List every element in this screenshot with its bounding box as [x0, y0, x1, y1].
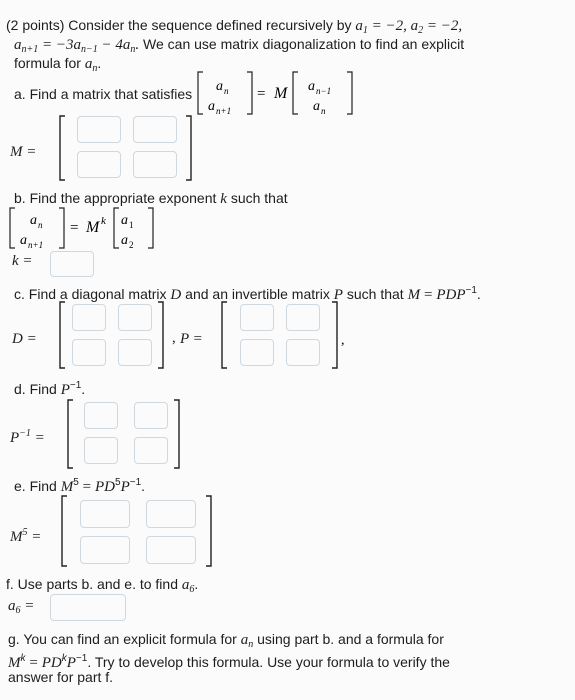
part-b-text: b. Find the appropriate exponent — [14, 190, 217, 206]
matrix-d-cell-11[interactable] — [72, 304, 106, 331]
matrix-m5-cell-22[interactable] — [146, 536, 196, 564]
matrix-p-label: P = — [180, 331, 203, 347]
recurrence-formula: $a_{n+1} = -3a_{n-1} - 4a_n$. — [14, 37, 140, 55]
matrix-m-cell-11[interactable] — [77, 116, 121, 143]
svg-text:a: a — [308, 79, 315, 94]
part-g-text2: . Try to develop this formula. Use your formula to verify the — [87, 654, 450, 670]
matrix-pinv-label: $P^{-1}$ = — [10, 428, 45, 446]
svg-text:k: k — [101, 215, 106, 227]
svg-text:=: = — [70, 220, 79, 236]
part-f-text: f. Use parts b. and e. to find — [6, 576, 178, 592]
part-d-text: d. Find — [14, 381, 57, 397]
part-g-line2: $M^k = PD^kP^{-1}$. Try to develop this formula. Use your formula to verify the — [8, 653, 450, 671]
matrix-p-cell-12[interactable] — [286, 304, 320, 331]
svg-text:2: 2 — [129, 240, 134, 250]
k-input[interactable] — [50, 251, 94, 277]
svg-text:a: a — [313, 99, 320, 114]
part-c-text: c. Find a diagonal matrix — [14, 286, 167, 302]
part-d-line: d. Find $P^{-1}$. — [14, 380, 86, 398]
svg-text:n: n — [38, 220, 43, 230]
points-label: (2 points) — [6, 17, 65, 33]
matrix-pinv-cell-11[interactable] — [84, 402, 118, 429]
matrix-m-label: M = — [10, 144, 37, 160]
part-b-text2: such that — [230, 190, 288, 206]
svg-text:a: a — [121, 213, 128, 228]
matrix-pinv-cell-22[interactable] — [134, 437, 168, 464]
k-label: k = — [12, 253, 33, 269]
part-a-equation — [196, 68, 356, 118]
matrix-m5-label: $M^5$ = — [10, 527, 42, 545]
part-g-line1: g. You can find an explicit formula for $a_n$ using part b. and a formula for — [8, 631, 444, 650]
svg-text:n: n — [321, 106, 326, 116]
matrix-d-cell-22[interactable] — [118, 339, 152, 366]
part-b-equation — [8, 204, 168, 252]
svg-text:a: a — [30, 213, 37, 228]
svg-text:M: M — [86, 219, 100, 236]
svg-text:,: , — [341, 333, 345, 348]
part-g-line3: answer for part f. — [8, 669, 114, 685]
intro-text-2: We can use matrix diagonalization to find an explicit — [143, 36, 465, 52]
svg-text:1: 1 — [129, 220, 134, 230]
part-g-text1b: using part b. and a formula for — [257, 631, 444, 647]
part-e-line: e. Find $M^5 = PD^5P^{-1}$. — [14, 477, 146, 495]
matrix-d-cell-21[interactable] — [72, 339, 106, 366]
matrix-pinv-cell-21[interactable] — [84, 437, 118, 464]
matrix-m5-cell-21[interactable] — [80, 536, 130, 564]
svg-text:n: n — [224, 86, 229, 96]
part-c-text2: and an invertible matrix — [185, 286, 330, 302]
matrix-d-label: D = — [12, 331, 37, 347]
svg-text:a: a — [208, 99, 215, 114]
svg-text:M: M — [274, 85, 288, 102]
svg-text:a: a — [121, 233, 128, 248]
matrix-m-cell-21[interactable] — [77, 151, 121, 178]
part-c-text3: such that — [346, 286, 404, 302]
part-b-line: b. Find the appropriate exponent k such that — [14, 190, 288, 207]
matrix-m5-cell-12[interactable] — [146, 500, 196, 528]
a6-input[interactable] — [50, 594, 126, 621]
matrix-m-cell-22[interactable] — [133, 151, 177, 178]
part-c-line: c. Find a diagonal matrix D and an invertible matrix P such that $M = PDP^{-1}$. — [14, 285, 481, 303]
part-g-text1: g. You can find an explicit formula for — [8, 631, 237, 647]
part-f-line: f. Use parts b. and e. to find $a_6$. — [6, 576, 199, 595]
comma-separator: , — [172, 330, 176, 346]
matrix-pinv-cell-12[interactable] — [134, 402, 168, 429]
matrix-p-cell-11[interactable] — [240, 304, 274, 331]
intro-text: Consider the sequence defined recursively by — [68, 17, 352, 33]
svg-text:a: a — [20, 233, 27, 248]
matrix-d-cell-12[interactable] — [118, 304, 152, 331]
svg-text:n+1: n+1 — [28, 240, 44, 250]
a6-label: $a_6$ = — [8, 598, 35, 616]
svg-text:n−1: n−1 — [316, 86, 332, 96]
svg-text:a: a — [216, 79, 223, 94]
part-e-text: e. Find — [14, 478, 57, 494]
matrix-m5-cell-11[interactable] — [80, 500, 130, 528]
matrix-p-cell-21[interactable] — [240, 339, 274, 366]
initial-conditions: $a_1 = -2$, $a_2 = -2$, — [355, 18, 463, 36]
svg-text:n+1: n+1 — [216, 106, 232, 116]
matrix-p-cell-22[interactable] — [286, 339, 320, 366]
matrix-m-cell-12[interactable] — [133, 116, 177, 143]
svg-text:=: = — [257, 86, 266, 102]
formula-line: formula for $a_n$. — [14, 55, 102, 74]
part-a-text: a. Find a matrix that satisfies — [14, 86, 193, 102]
